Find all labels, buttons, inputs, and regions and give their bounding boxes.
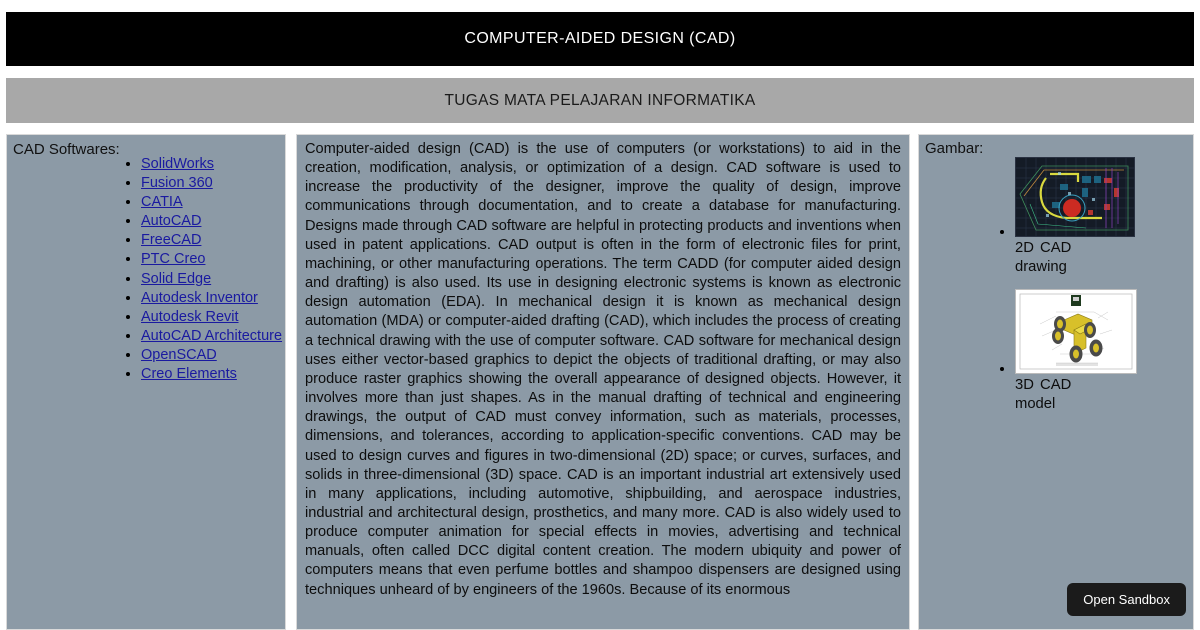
sidebar-link-autodesk-inventor[interactable]: Autodesk Inventor — [141, 289, 258, 306]
page-subtitle-banner — [6, 78, 1194, 123]
list-item — [141, 346, 286, 365]
figure-list — [993, 157, 1193, 426]
figure-caption-lead: 2D — [1015, 240, 1034, 256]
page-subtitle: TUGAS MATA PELAJARAN INFORMATIKA — [444, 91, 756, 109]
sidebar-panel — [6, 134, 286, 630]
list-item — [141, 270, 286, 289]
list-item — [141, 231, 286, 250]
list-item — [141, 327, 286, 346]
article-panel — [296, 134, 910, 630]
sidebar-link-freecad[interactable]: FreeCAD — [141, 232, 202, 249]
list-item — [141, 174, 286, 193]
list-item — [141, 308, 286, 327]
sidebar-link-openscad[interactable]: OpenSCAD — [141, 346, 217, 363]
figure-caption-second: model — [1015, 396, 1056, 412]
figures-label: Gambar: — [925, 140, 984, 157]
content-columns — [0, 134, 1200, 630]
open-sandbox-button[interactable]: Open Sandbox — [1067, 583, 1186, 616]
article-body: Computer-aided design (CAD) is the use of computers (or workstations) to aid in the creation, modification, analysis, or optimization of a design. CAD software is used to increase the productivity of the designer, improve the quality of design, improve communications through documentation, and to create a database for manufacturing. Designs made through CAD software are helpful in protecting products and inventions when used in patent applications. CAD output is often in the form of electronic files for print, machining, or other manufacturing operations. The term CADD (for computer aided design and drafting) is also used. Its use in designing electronic systems is known as electronic design automation (EDA). In mechanical design it is known as mechanical design automation (MDA) or computer-aided drafting (CAD), which includes the process of creating a technical drawing with the use of computer software. CAD software for mechanical design uses either vector-based graphics to depict the objects of traditional drafting, or may also produce raster graphics showing the overall appearance of designed objects. However, it involves more than just shapes. As in the manual drafting of technical and engineering drawings, the output of CAD must convey information, such as materials, processes, dimensions, and tolerances, according to application-specific conventions. CAD may be used to design curves and figures in two-dimensional (2D) space; or curves, surfaces, and solids in three-dimensional (3D) space. CAD is an important industrial art extensively used in many applications, including automotive, shipbuilding, and aerospace industries, industrial and architectural design, prosthetics, and many more. CAD is also widely used to produce computer animation for special effects in movies, advertising and technical manuals, often called DCC digital content creation. The modern ubiquity and power of computers means that even perfume bottles and shampoo dispensers are designed using techniques unheard of by engineers of the 1960s. Because of its enormous — [305, 141, 901, 598]
figure-caption-tail: CAD — [1040, 377, 1072, 393]
sidebar-link-autocad-architecture[interactable]: AutoCAD Architecture — [141, 327, 283, 344]
cad-3d-model-thumbnail — [1015, 289, 1137, 374]
list-item — [141, 193, 286, 212]
sidebar-link-autodesk-revit[interactable]: Autodesk Revit — [141, 308, 239, 325]
cad-2d-drawing-thumbnail — [1015, 157, 1135, 237]
figure-caption — [1015, 376, 1163, 414]
cad-software-list — [119, 155, 286, 384]
list-item — [1015, 157, 1193, 277]
figure-caption-lead: 3D — [1015, 377, 1034, 393]
list-item — [141, 155, 286, 174]
sidebar-label: CAD Softwares: — [13, 141, 120, 158]
figure-caption-second: drawing — [1015, 259, 1067, 275]
sidebar-link-creo-elements[interactable]: Creo Elements — [141, 366, 237, 383]
sidebar-link-solidworks[interactable]: SolidWorks — [141, 156, 215, 172]
list-item — [1015, 289, 1193, 414]
list-item — [141, 365, 286, 384]
figure-caption — [1015, 239, 1163, 277]
list-item — [141, 250, 286, 269]
figure-caption-tail: CAD — [1040, 240, 1072, 256]
list-item — [141, 212, 286, 231]
sidebar-link-solid-edge[interactable]: Solid Edge — [141, 270, 212, 287]
sidebar-link-autocad[interactable]: AutoCAD — [141, 213, 202, 230]
sidebar-link-ptc-creo[interactable]: PTC Creo — [141, 251, 206, 268]
sidebar-link-catia[interactable]: CATIA — [141, 194, 183, 211]
page-title: COMPUTER-AIDED DESIGN (CAD) — [464, 30, 736, 47]
figures-panel — [918, 134, 1194, 630]
list-item — [141, 289, 286, 308]
sidebar-link-fusion-360[interactable]: Fusion 360 — [141, 175, 213, 192]
page-title-banner — [6, 12, 1194, 66]
